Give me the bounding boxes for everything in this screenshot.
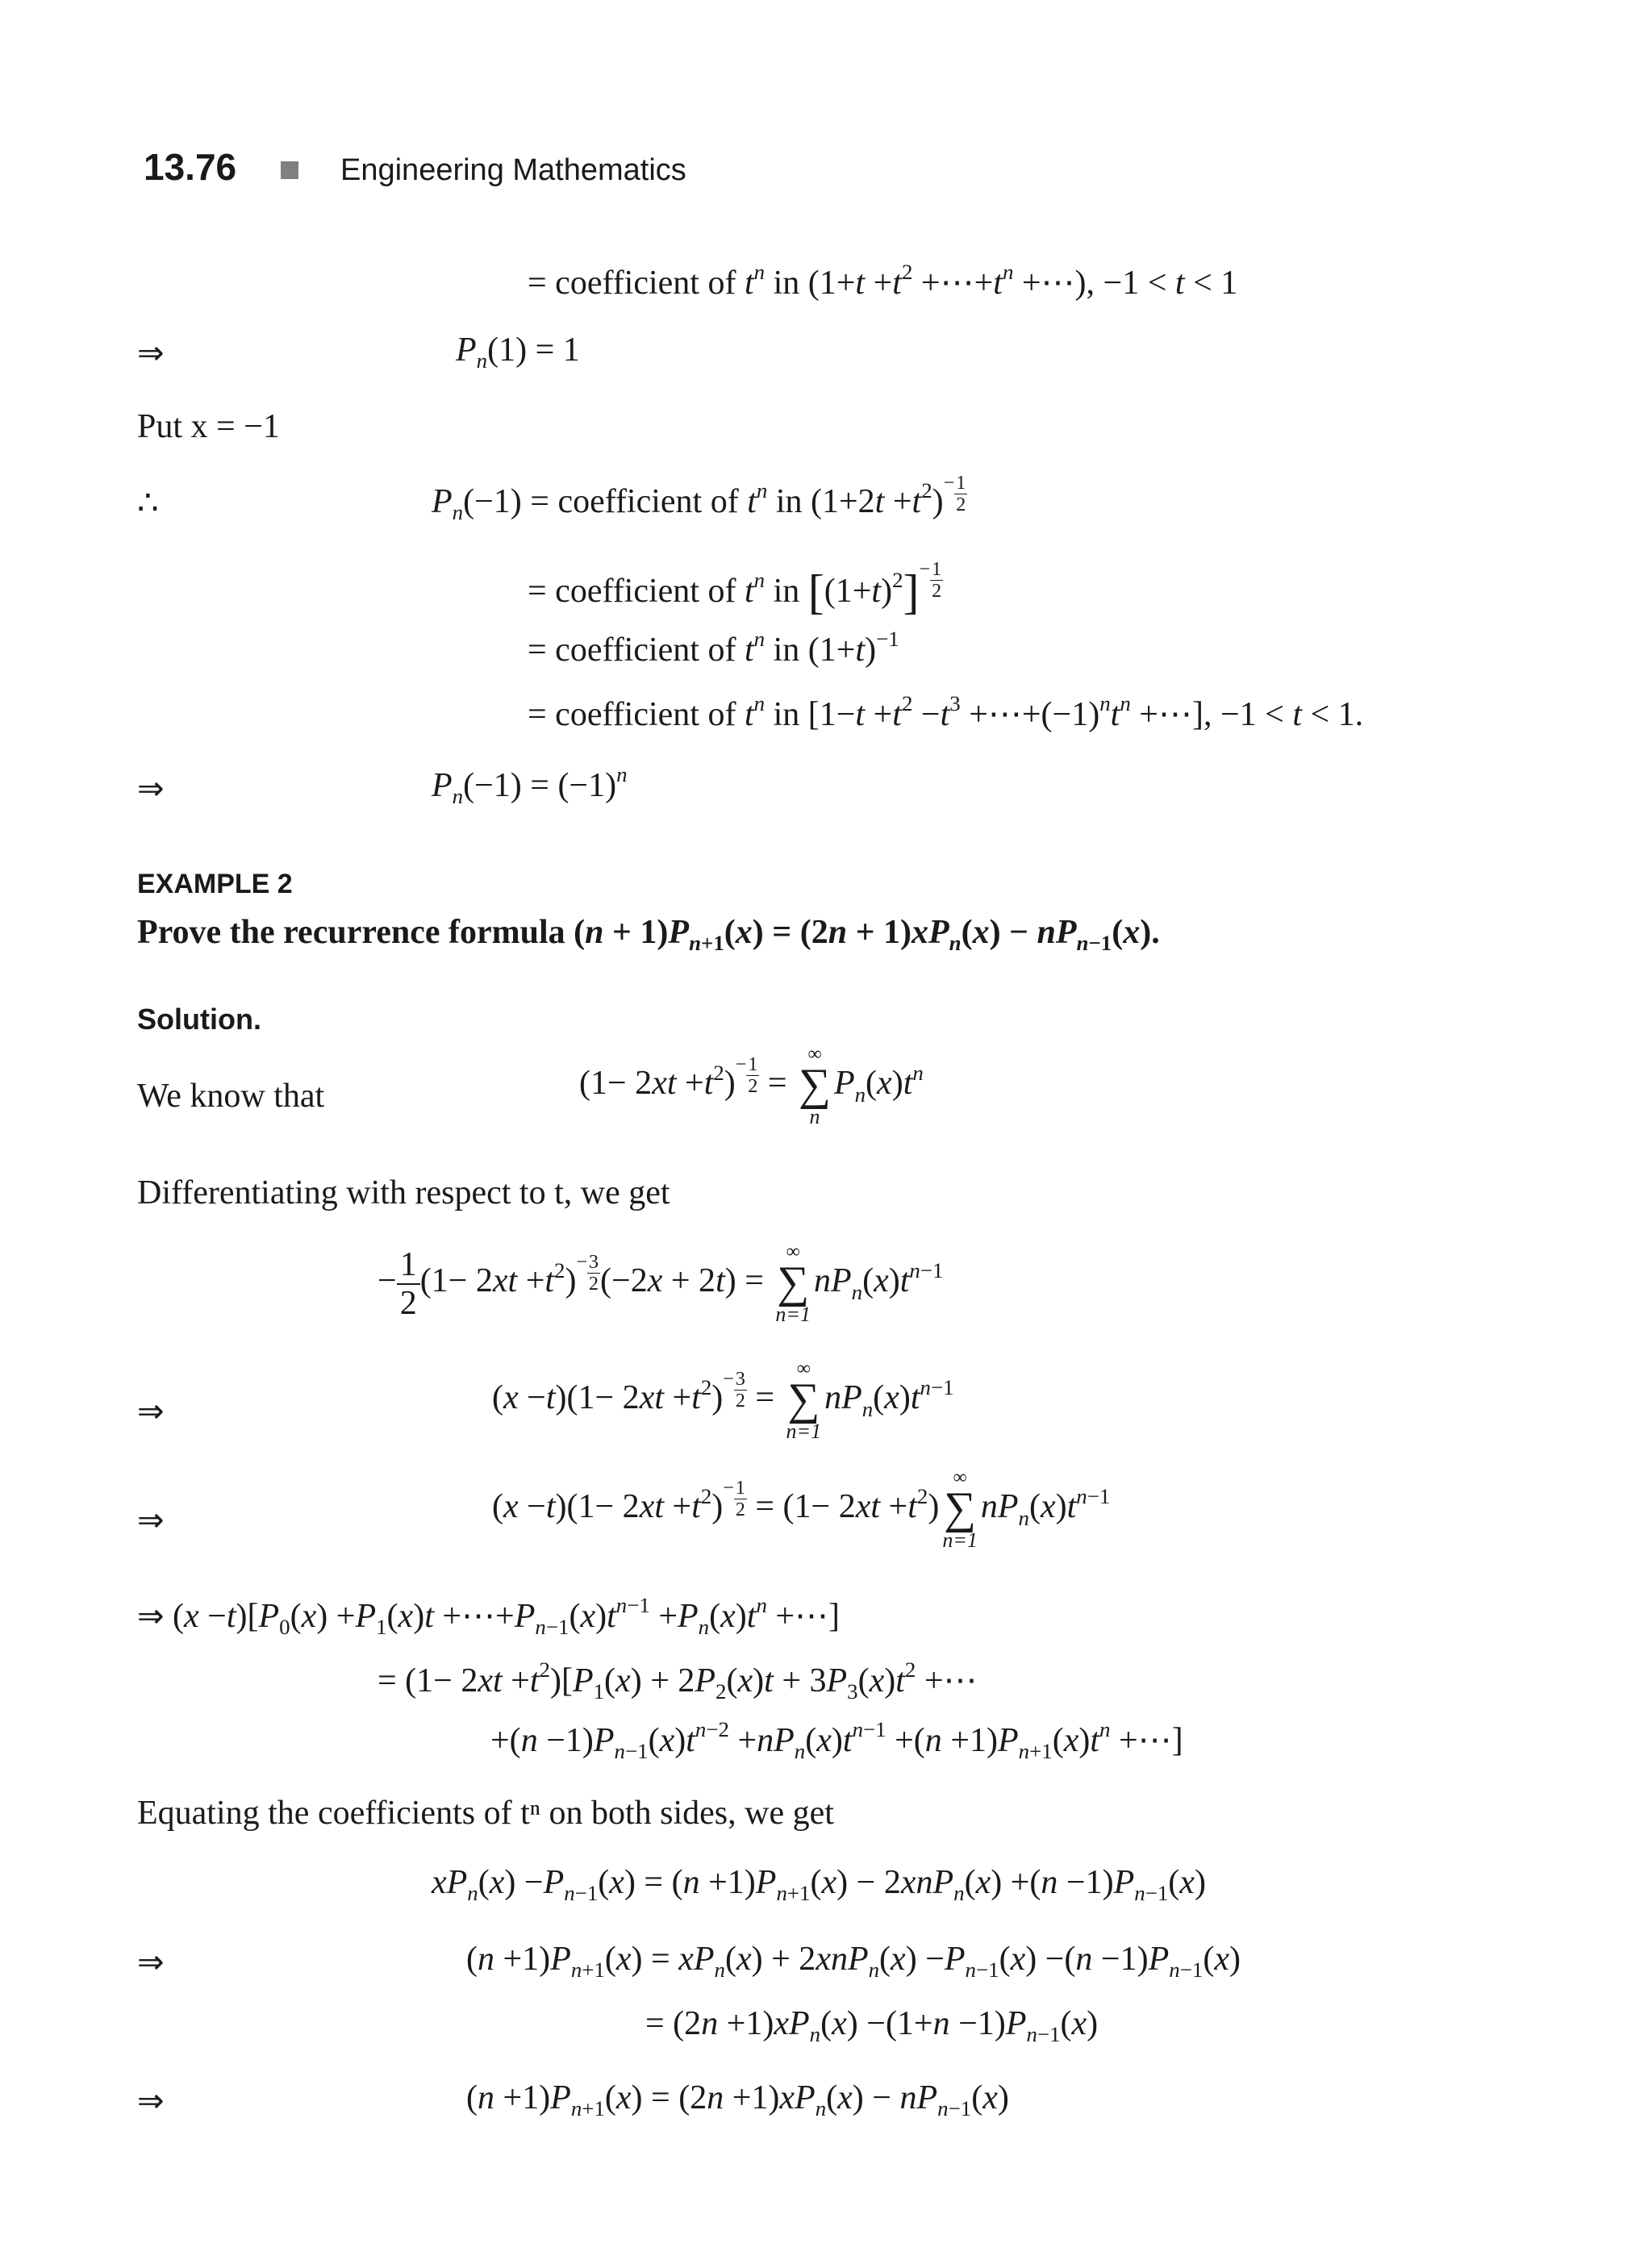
implies-arrow: ⇒ — [137, 1502, 165, 1539]
equation: $(1- 2xt +t^2)$ − $\frac{1}{2}$ = ∞ ∑ n $P_n(x)t^n$ — [579, 1044, 924, 1129]
equation: = coefficient of $t^n$ in [$1-t +t^2 -t^3$ $+\cdots+(-1)^nt^n$ +⋯], −1 < t < 1. — [528, 691, 1364, 733]
equation: = coefficient of $t^n$ in $(1+t)^{-1}$ — [528, 627, 899, 669]
equation: $(n +1)P_{n+1}(x) = (2n +1)xP_n(x) - nP_{n-1}(x)$ — [466, 2079, 1009, 2121]
equation: = coefficient of $t^n$ in $[(1+t)^2]$ − $\frac{1}{2}$ — [528, 559, 942, 619]
equation: − $\frac{1}{2}$ $(1- 2xt +t^2)$ − $\frac{3}{2}$ (−2x + 2t) = ∞ ∑ n=1 $nP_n(x)t^{n-1}$ — [378, 1241, 944, 1327]
equation: $P_n(1) = 1$ — [456, 332, 580, 373]
implies-arrow: ⇒ — [137, 1598, 165, 1635]
book-title: Engineering Mathematics — [340, 153, 686, 187]
therefore-symbol: ∴ — [137, 485, 159, 522]
example-statement-text: Prove the recurrence formula — [137, 914, 565, 951]
equation: ⇒ $(x -t)[P_0(x) +P_1(x)t$ $+\cdots+P_{n-1}(x)t^{n-1} +P_n(x)t^n$ +⋯] — [137, 1593, 841, 1640]
implies-arrow: ⇒ — [137, 770, 165, 807]
we-know-text: We know that — [137, 1078, 325, 1115]
equation: $xP_n(x) -P_{n-1}(x) = (n +1)P_{n+1}(x) - 2xnP_n(x) +(n -1)P_{n-1}(x)$ — [432, 1864, 1206, 1906]
solution-heading: Solution. — [137, 1003, 261, 1036]
equating-text: Equating the coefficients of tⁿ on both sides, we get — [137, 1795, 834, 1832]
equation: $(n +1)P_{n+1}(x) = xP_n(x) + 2xnP_n(x) -P_{n-1}(x) -(n -1)P_{n-1}(x)$ — [466, 1941, 1241, 1983]
equation: $(x -t)(1- 2xt +t^2)$ − $\frac{1}{2}$ = $(1- 2xt +t^2)$ ∞ ∑ n=1 $nP_n(x)t^{n-1}$ — [492, 1467, 1111, 1553]
differentiating-text: Differentiating with respect to t, we get — [137, 1174, 670, 1211]
header-square-icon — [281, 161, 298, 179]
implies-arrow: ⇒ — [137, 335, 165, 372]
equation: = coefficient of $t^n$ in ($1+t +t^2$ $+\cdots+t^n$ +⋯), −1 < t < 1 — [528, 260, 1238, 302]
example-statement: Prove the recurrence formula $(n + 1)P_{n+1}(x) = (2n + 1)xP_n(x) - nP_{n-1}(x)$. — [137, 914, 1160, 956]
implies-arrow: ⇒ — [137, 2083, 165, 2120]
equation: $P_n(-1)$ = coefficient of $t^n$ in $(1+2t +t^2)$ − $\frac{1}{2}$ — [432, 473, 966, 525]
equation: $+(n -1)P_{n-1}(x)t^{n-2} +nP_n(x)t^{n-1} +(n +1)P_{n+1}(x)t^n$ +⋯] — [490, 1717, 1183, 1764]
equation: = $(2n +1)xP_n(x) -(1+n -1)P_{n-1}(x)$ — [645, 2005, 1099, 2047]
equation: = $(1- 2xt +t^2)[P_1(x) + 2P_2(x)t + 3P_3(x)t^2$ +⋯ — [378, 1658, 978, 1704]
implies-arrow: ⇒ — [137, 1944, 165, 1981]
equation: $P_n(-1) = (-1)^n$ — [432, 762, 628, 809]
implies-arrow: ⇒ — [137, 1393, 165, 1430]
equation: $(x -t)(1- 2xt +t^2)$ − $\frac{3}{2}$ = ∞ ∑ n=1 $nP_n(x)t^{n-1}$ — [492, 1358, 954, 1444]
page-number: 13.76 — [144, 146, 237, 188]
put-x-text: Put x = −1 — [137, 408, 280, 445]
example-label: EXAMPLE 2 — [137, 869, 293, 899]
